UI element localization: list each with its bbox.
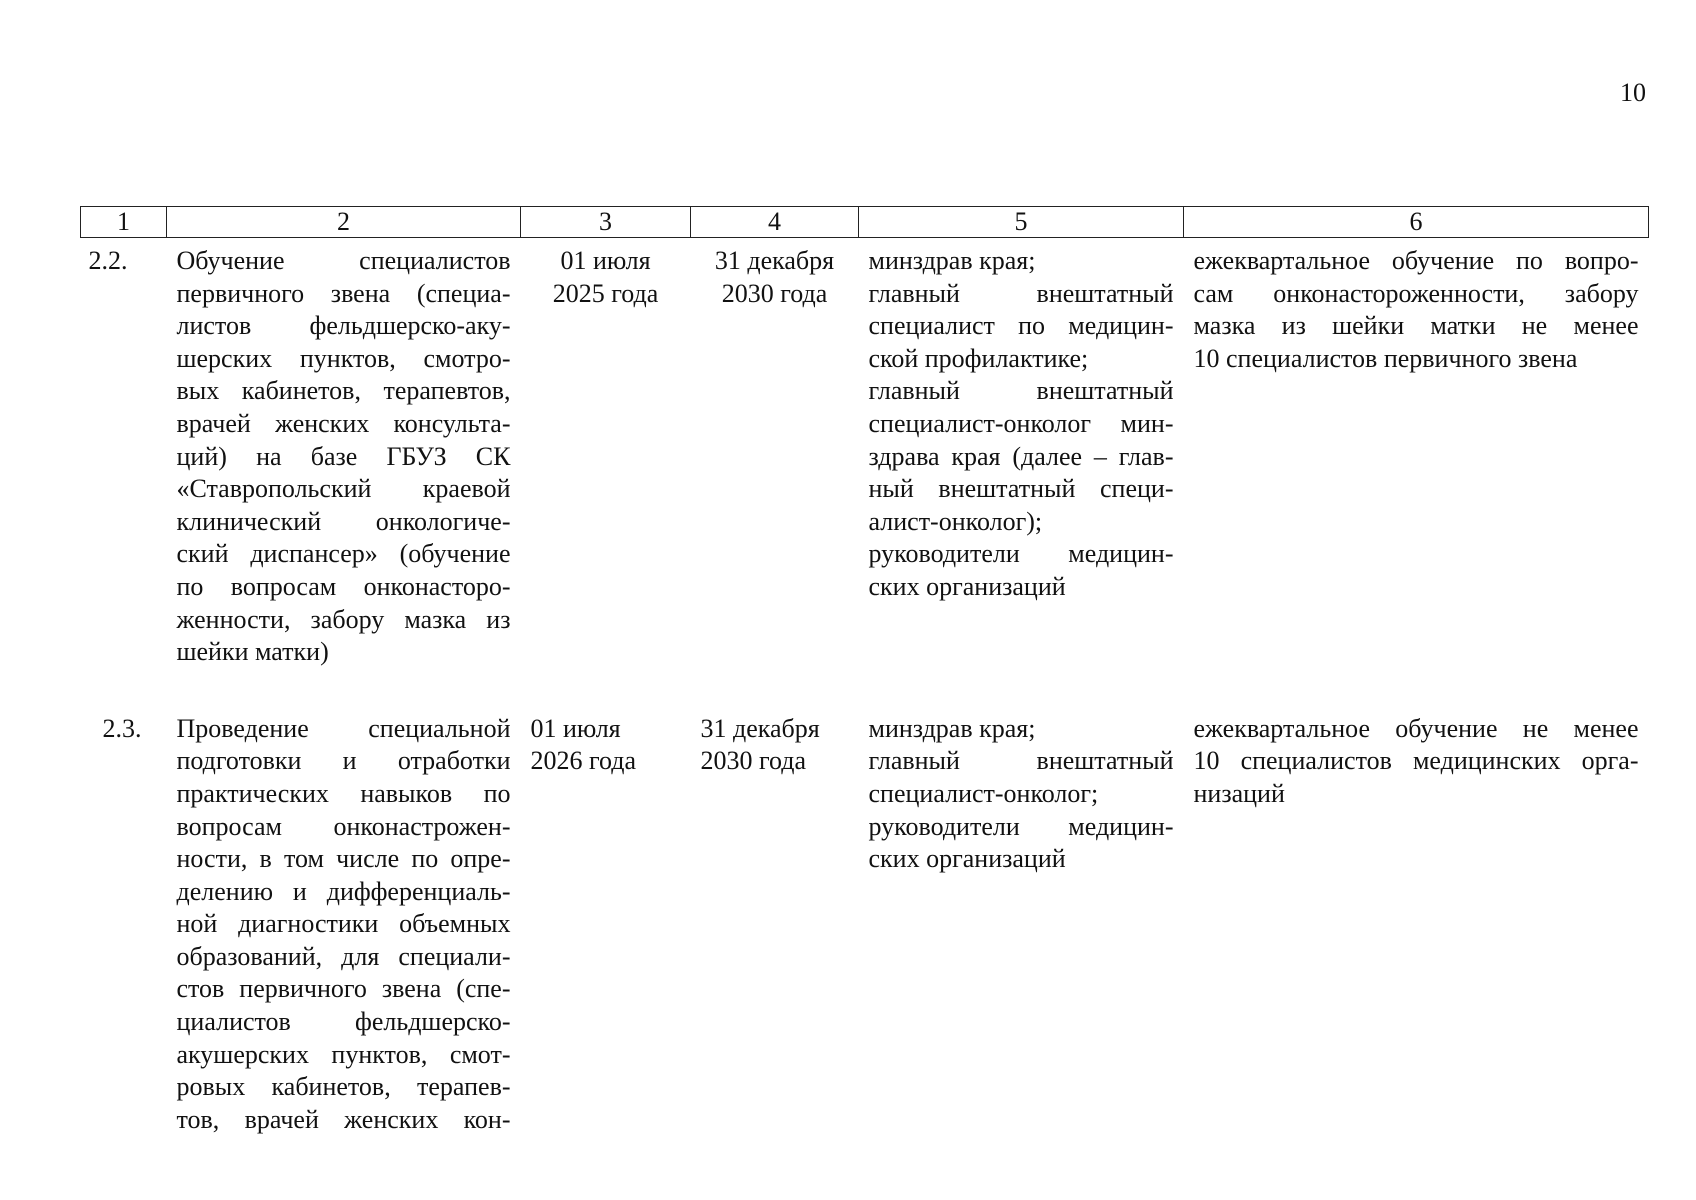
column-header-2: 2 — [167, 207, 521, 238]
text-line: «Ставропольский краевой — [176, 474, 511, 504]
column-header-5: 5 — [859, 207, 1184, 238]
text-line: 2030 года — [700, 746, 807, 776]
text-line: первичного звена (специа- — [176, 278, 511, 308]
text-line: практических навыков по — [176, 778, 511, 808]
text-line: здрава края (далее – глав- — [868, 441, 1174, 471]
column-header-1: 1 — [81, 207, 167, 238]
text-line: ций) на базе ГБУЗ СК — [176, 441, 511, 471]
text-line: образований, для специали- — [176, 941, 511, 971]
end-date — [691, 707, 859, 1137]
text-line: женности, забору мазка из — [176, 604, 511, 634]
text-line: подготовки и отработки — [176, 746, 511, 776]
text-line: ежеквартальное обучение по вопро- — [1193, 246, 1639, 275]
text-line: 10 специалистов медицинских орга- — [1193, 746, 1639, 776]
text-line: 31 декабря — [714, 246, 835, 275]
text-line: ских организаций — [868, 844, 1066, 874]
text-line: шейки матки) — [176, 637, 329, 667]
text-line: акушерских пунктов, смот- — [176, 1039, 511, 1069]
text-line: ской профилактике; — [868, 343, 1089, 373]
table-row — [81, 238, 1649, 707]
column-header-3: 3 — [521, 207, 691, 238]
text-line: по вопросам онконасторо- — [176, 571, 511, 601]
text-line: мазка из шейки матки не менее — [1193, 311, 1639, 341]
text-line: ной диагностики объемных — [176, 909, 511, 939]
text-line: делению и дифференциаль- — [176, 876, 511, 906]
text-line: минздрав края; — [868, 246, 1036, 275]
text-line: 2026 года — [530, 746, 637, 776]
text-line: вопросам онконастрожен- — [176, 811, 511, 841]
end-date — [691, 238, 859, 707]
text-line: циалистов фельдшерско- — [176, 1007, 511, 1037]
row-number: 2.2. — [88, 246, 128, 275]
page-number: 10 — [1620, 78, 1646, 107]
text-line: тов, врачей женских кон- — [176, 1104, 511, 1134]
text-line: алист-онколог); — [868, 506, 1043, 536]
text-line: листов фельдшерско-аку- — [176, 311, 511, 341]
responsible-parties — [859, 238, 1184, 707]
text-line: вых кабинетов, терапевтов, — [176, 376, 511, 406]
text-line: ский диспансер» (обучение — [176, 539, 511, 569]
text-line: 2030 года — [721, 278, 828, 308]
table-row — [81, 707, 1649, 1137]
column-header-4: 4 — [691, 207, 859, 238]
text-line: ских организаций — [868, 571, 1066, 601]
column-header-6: 6 — [1184, 207, 1649, 238]
expected-result — [1184, 707, 1649, 1137]
text-line: ежеквартальное обучение не менее — [1193, 713, 1639, 743]
activity-description — [167, 238, 521, 707]
text-line: специалист-онколог мин- — [868, 408, 1174, 438]
text-line: 01 июля — [530, 713, 621, 743]
start-date — [521, 707, 691, 1137]
text-line: сам онконастороженности, забору — [1193, 278, 1639, 308]
text-line: руководители медицин- — [868, 811, 1174, 841]
text-line: клинический онкологиче- — [176, 506, 511, 536]
text-line: минздрав края; — [868, 713, 1036, 743]
start-date — [521, 238, 691, 707]
text-line: специалист по медицин- — [868, 311, 1174, 341]
text-line: врачей женских консульта- — [176, 408, 511, 438]
text-line: шерских пунктов, смотро- — [176, 343, 511, 373]
activity-description — [167, 707, 521, 1137]
text-line: главный внештатный — [868, 746, 1174, 776]
text-line: 01 июля — [560, 246, 651, 275]
text-line: специалист-онколог; — [868, 778, 1099, 808]
text-line: главный внештатный — [868, 376, 1174, 406]
text-line: стов первичного звена (спе- — [176, 974, 511, 1004]
text-line: ности, в том числе по опре- — [176, 844, 511, 874]
text-line: низаций — [1193, 778, 1285, 808]
text-line: ный внештатный специ- — [868, 474, 1174, 504]
text-line: руководители медицин- — [868, 539, 1174, 569]
activities-table — [80, 206, 1649, 1136]
row-number: 2.3. — [102, 713, 142, 743]
table-header-row — [81, 207, 1649, 238]
text-line: 31 декабря — [700, 713, 820, 743]
responsible-parties — [859, 707, 1184, 1137]
text-line: ровых кабинетов, терапев- — [176, 1072, 511, 1102]
text-line: 2025 года — [552, 278, 659, 308]
text-line: Проведение специальной — [176, 713, 511, 743]
expected-result — [1184, 238, 1649, 707]
text-line: главный внештатный — [868, 278, 1174, 308]
text-line: 10 специалистов первичного звена — [1193, 343, 1578, 373]
text-line: Обучение специалистов — [176, 246, 511, 275]
